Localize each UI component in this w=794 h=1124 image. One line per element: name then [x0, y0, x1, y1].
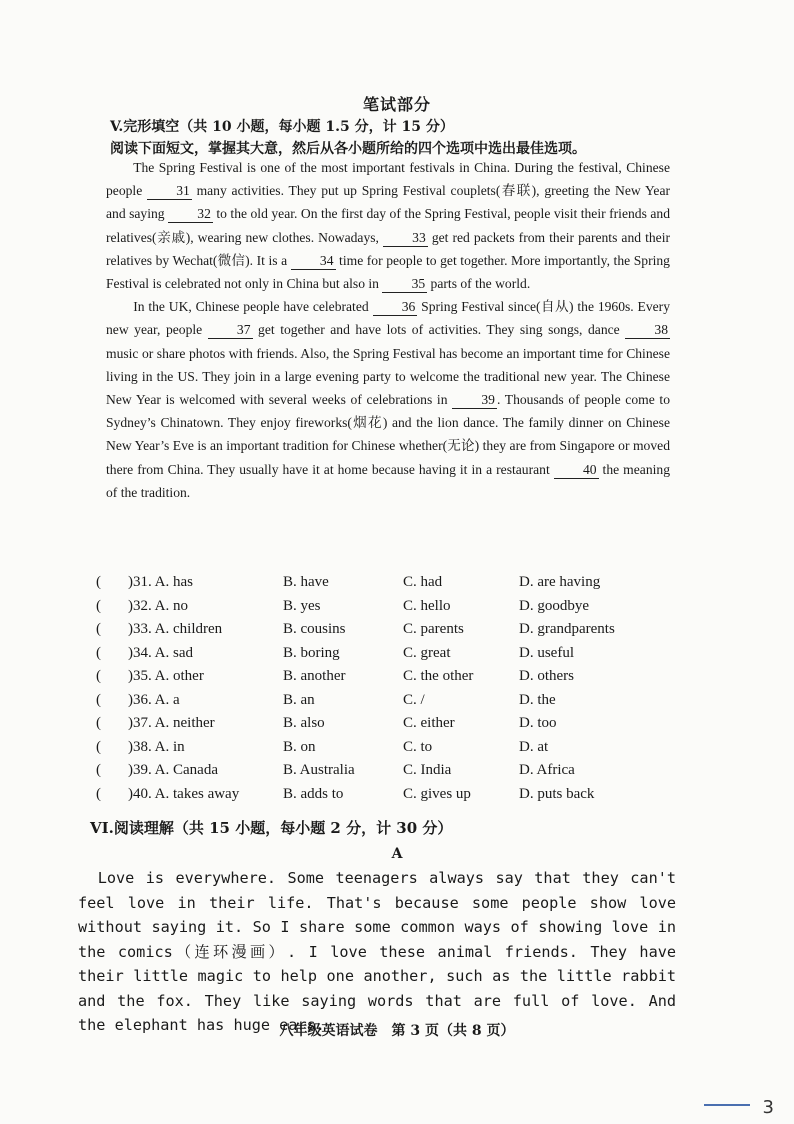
reading-paragraph: Love is everywhere. Some teenagers always say that they can't feel love in their life. That's because some people show love without saying it. So I share some common ways of showing love in the comics（连环漫画）. I love these animal friends. They have their little magic to help one another, such as the little rabbit and the fox. They like saying words that are full of love. And the elephant has huge ears. [78, 869, 676, 1034]
option-a: )32. A. no [128, 597, 188, 614]
part6-heading: VI.阅读理解（共 15 小题，每小题 2 分，计 30 分） [90, 819, 453, 837]
option-d: D. at [519, 738, 549, 755]
answer-bracket[interactable]: ( [96, 668, 101, 684]
blank-40: 40 [554, 462, 599, 479]
passage-text: The Spring Festival is one of the most important festivals in China. During the festival, Chinese people [106, 160, 670, 199]
passage-text: time for people to get together. More importantly, the Spring Festival is celebrated not only in China but also in [106, 252, 670, 292]
option-b: B. yes [283, 597, 321, 614]
option-a: )33. A. children [128, 621, 223, 637]
option-a: )39. A. Canada [128, 762, 218, 778]
passage-text: . Thousands of people come to Sydney’s Chinatown. They enjoy fireworks(烟花) and the lion dance. The family dinner on Chinese New Year’s Eve is an important tradition for Chinese whether(无论) they are from Singapore or moved there from China. They usually have it at home because having it in a restaurant [106, 392, 670, 477]
passage-text: the meaning of the tradition. [106, 461, 670, 500]
question-row [96, 715, 656, 739]
option-a: )37. A. neither [128, 715, 215, 731]
page-number-underline [704, 1104, 750, 1106]
option-c: C. either [403, 715, 455, 731]
answer-bracket[interactable]: ( [96, 574, 101, 590]
passage-text: In the UK, Chinese people have celebrated [133, 299, 373, 315]
question-row [96, 786, 656, 810]
answer-bracket[interactable]: ( [96, 621, 101, 637]
option-d: D. Africa [519, 762, 575, 778]
cloze-paragraph-2 [106, 295, 670, 504]
option-b: B. another [283, 668, 346, 684]
option-c: C. gives up [403, 785, 471, 802]
passage-a-label: A [391, 846, 403, 862]
blank-37: 37 [208, 322, 253, 339]
question-row [96, 692, 656, 716]
answer-bracket[interactable]: ( [96, 785, 101, 802]
answer-bracket[interactable]: ( [96, 597, 101, 614]
option-c: C. had [403, 574, 443, 590]
option-d: D. puts back [519, 785, 595, 802]
option-b: B. Australia [283, 762, 355, 778]
option-b: B. have [283, 574, 329, 590]
option-a: )36. A. a [128, 691, 180, 708]
option-c: C. the other [403, 668, 474, 684]
option-c: C. great [403, 644, 451, 661]
option-d: D. the [519, 691, 556, 708]
blank-33: 33 [383, 230, 428, 247]
option-b: B. an [283, 691, 315, 708]
question-row [96, 668, 656, 692]
reading-passage [78, 866, 676, 1038]
blank-39: 39 [452, 392, 497, 409]
option-d: D. grandparents [519, 621, 615, 637]
answer-bracket[interactable]: ( [96, 738, 101, 755]
passage-text: many activities. They put up Spring Festival couplets(春联), greeting the New Year and saying [106, 183, 671, 222]
option-d: D. are having [519, 574, 601, 590]
answer-bracket[interactable]: ( [96, 691, 101, 708]
passage-text: get together and have lots of activities. They sing songs, dance [252, 322, 626, 338]
question-row [96, 574, 656, 598]
option-b: B. cousins [283, 621, 346, 637]
option-b: B. on [283, 738, 316, 755]
passage-text: music or share photos with friends. Also, the Spring Festival has become an important time for Chinese living in the US. They join in a large evening party to welcome the traditional new year. The Chinese New Year is welcomed with several weeks of celebrations in [106, 345, 670, 408]
passage-text: parts of the world. [427, 276, 531, 292]
option-d: D. goodbye [519, 597, 589, 614]
part5-instruction: 阅读下面短文，掌握其大意，然后从各小题所给的四个选项中选出最佳选项。 [110, 141, 586, 157]
blank-34: 34 [291, 253, 336, 270]
option-b: B. also [283, 715, 325, 731]
blank-31: 31 [147, 183, 192, 200]
passage-text: Spring Festival since(自从) the 1960s. Every new year, people [106, 299, 670, 338]
part5-heading: V.完形填空（共 10 小题，每小题 1.5 分，计 15 分） [110, 119, 454, 135]
blank-35: 35 [382, 276, 427, 293]
option-b: B. adds to [283, 785, 344, 802]
page-footer: 八年级英语试卷 第 3 页（共 8 页） [279, 1023, 515, 1039]
question-row [96, 598, 656, 622]
option-a: )35. A. other [128, 668, 204, 684]
blank-38: 38 [625, 322, 670, 339]
option-a: )40. A. takes away [128, 785, 240, 802]
blank-32: 32 [168, 206, 213, 223]
option-c: C. India [403, 762, 452, 778]
option-d: D. others [519, 668, 574, 684]
cloze-paragraph-1 [106, 156, 670, 295]
question-row [96, 762, 656, 786]
section-title: 笔试部分 [362, 95, 431, 114]
option-a: )34. A. sad [128, 644, 193, 661]
option-b: B. boring [283, 644, 340, 661]
question-row [96, 739, 656, 763]
question-row [96, 621, 656, 645]
option-a: )31. A. has [128, 574, 193, 590]
option-a: )38. A. in [128, 738, 185, 755]
option-d: D. too [519, 715, 557, 731]
option-c: C. / [403, 691, 425, 708]
answer-bracket[interactable]: ( [96, 762, 101, 778]
question-row [96, 645, 656, 669]
option-c: C. to [403, 738, 433, 755]
option-c: C. parents [403, 621, 464, 637]
cloze-passage [106, 156, 670, 504]
passage-text: to the old year. On the first day of the Spring Festival, people visit their friends and relatives(亲戚), wearing new clothes. Nowadays, [106, 206, 670, 245]
blank-36: 36 [373, 299, 418, 316]
passage-text: get red packets from their parents and their relatives by Wechat(微信). It is a [106, 229, 670, 268]
answer-bracket[interactable]: ( [96, 715, 101, 731]
option-d: D. useful [519, 644, 574, 661]
page-number: 3 [762, 1097, 774, 1118]
answer-bracket[interactable]: ( [96, 644, 101, 661]
option-c: C. hello [403, 597, 451, 614]
answer-options [96, 574, 656, 809]
